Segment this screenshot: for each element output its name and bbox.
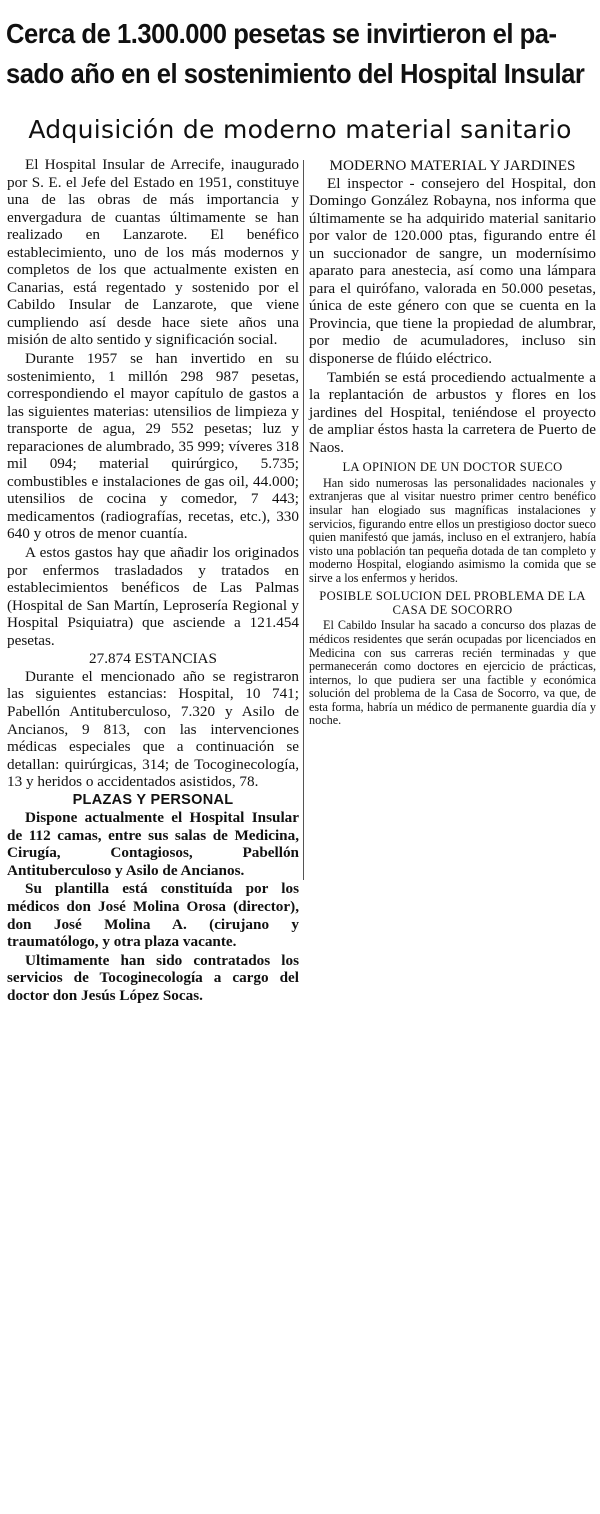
left-column: [7, 156, 299, 1004]
left-body-plazas: [7, 809, 299, 1004]
section-title-solucion: POSIBLE SOLUCION DEL PROBLEMA DE LA CASA DE SOCORRO: [319, 589, 586, 617]
column-divider: [303, 160, 304, 880]
right-body-opinion: [309, 477, 596, 585]
paragraph-gastos: Durante 1957 se han invertido en su sostenimiento, 1 millón 298 987 pesetas, correspondiendo el mayor capítulo de gastos a las siguientes materias: utensilios de limpieza y transporte de agua, 29 552 pesetas; luz y reparaciones de alumbrado, 35 999; víveres 318 mil 094; material quirúrgico, 5.735; combustibles e instalaciones de gas oil, 44.000; utensilios de cocina y comedor, 7 443; medicamentos (radiografías, recetas, etc.), 330 640 y otros de menor cuantía.: [7, 350, 299, 543]
paragraph-opinion: Han sido numerosas las personalidades nacionales y extranjeras que al visitar nuestro primer centro benéfico insular han elogiado sus magníficas instalaciones y servicios, figurando entre ellos un prestigioso doctor sueco quien manifestó que jamás, incluso en el extranjero, había visto una población tan pequeña dotada de tan completo y moderno Hospital, elogiando asimismo la comida que se sirve a los enfermos y heridos.: [309, 475, 597, 585]
paragraph-plantilla: Su plantilla está constituída por los médicos don José Molina Orosa (director), don José Molina A. (cirujano y traumatólogo, y otra plaza vacante.: [7, 880, 299, 951]
subheadline: Adquisición de moderno material sanitario: [28, 115, 572, 144]
left-body-top: [7, 156, 299, 649]
section-title-plazas: PLAZAS Y PERSONAL: [72, 791, 234, 808]
paragraph-tocoginecologia: Ultimamente han sido contratados los servicios de Tocoginecología a cargo del doctor don Jesús López Socas.: [7, 951, 299, 1004]
paragraph-material: El inspector - consejero del Hospital, don Domingo González Robayna, nos informa que últimamente se ha adquirido material sanitario por valor de 120.000 ptas, figurando entre él un succionador de sangre, un modernísimo aparato para anestecia, así como una lámpara para el quirófano, valorada en 50.000 pesetas, única de este género con que se cuenta en la Provincia, que tiene la propiedad de alumbrar, por medio de acumuladores, incluso sin disponerse de flúido eléctrico.: [309, 174, 596, 368]
headline-line-1: Cerca de 1.300.000 pesetas se invirtieron el pa-: [6, 18, 557, 49]
headline-line-2: sado año en el sostenimiento del Hospital Insular: [6, 58, 585, 89]
paragraph-traslados: A estos gastos hay que añadir los originados por enfermos trasladados y tratados en establecimientos benéficos de Las Palmas (Hospital de San Martín, Leprosería Regional y Hospital Psiquiatra) que asciende a 121.454 pesetas.: [7, 544, 299, 649]
paragraph-solucion: El Cabildo Insular ha sacado a concurso dos plazas de médicos residentes que serán ocupadas por licenciados en Medicina con sus carreras recién terminadas y que permanecerán como doctores en ejercicio de prácticas, internos, lo que pudiera ser una factible y económica solución del problema de la Casa de Socorro, va que, de esta forma, habría un médico de permanente guardia día y noche.: [309, 618, 596, 728]
paragraph-estancias: Durante el mencionado año se registraron las siguientes estancias: Hospital, 10 741; Pabellón Antituberculoso, 7.320 y Asilo de Ancianos, 9 813, con las intervenciones médicas especiales que a continuación se detallan: quirúrgicas, 314; de Tocoginecología, 13 y heridos o accidentados asistidos, 78.: [7, 667, 299, 791]
paragraph-intro: El Hospital Insular de Arrecife, inaugurado por S. E. el Jefe del Estado en 1951, constituye una de las obras de más importancia y envergadura de cuantas últimamente se han realizado en Lanzarote. El benéfico establecimiento, uno de los más modernos y completos de los que actualmente existen en Canarias, está regentado y sostenido por el Cabildo Insular de Lanzarote, que viene cumpliendo así desde hace siete años una misión de alto sentido y significación social.: [7, 156, 299, 349]
headline: [6, 14, 585, 94]
paragraph-camas: Dispone actualmente el Hospital Insular de 112 camas, entre sus salas de Medicina, Cirugía, Contagiosos, Pabellón Antituberculoso y Asilo de Ancianos.: [7, 809, 299, 879]
section-title-estancias: 27.874 ESTANCIAS: [89, 650, 217, 668]
right-body-material: [309, 175, 596, 457]
section-title-opinion: LA OPINION DE UN DOCTOR SUECO: [342, 460, 563, 475]
paragraph-jardines: También se está procediendo actualmente a la replantación de arbustos y flores en los jardines del Hospital, teniéndose el proyecto de ampliar éstos hasta la carretera de Puerto de Naos.: [309, 368, 596, 456]
right-body-solucion: [309, 619, 596, 727]
left-body-estancias: [7, 668, 299, 791]
section-title-material: MODERNO MATERIAL Y JARDINES: [329, 157, 576, 174]
right-column: [309, 156, 596, 728]
